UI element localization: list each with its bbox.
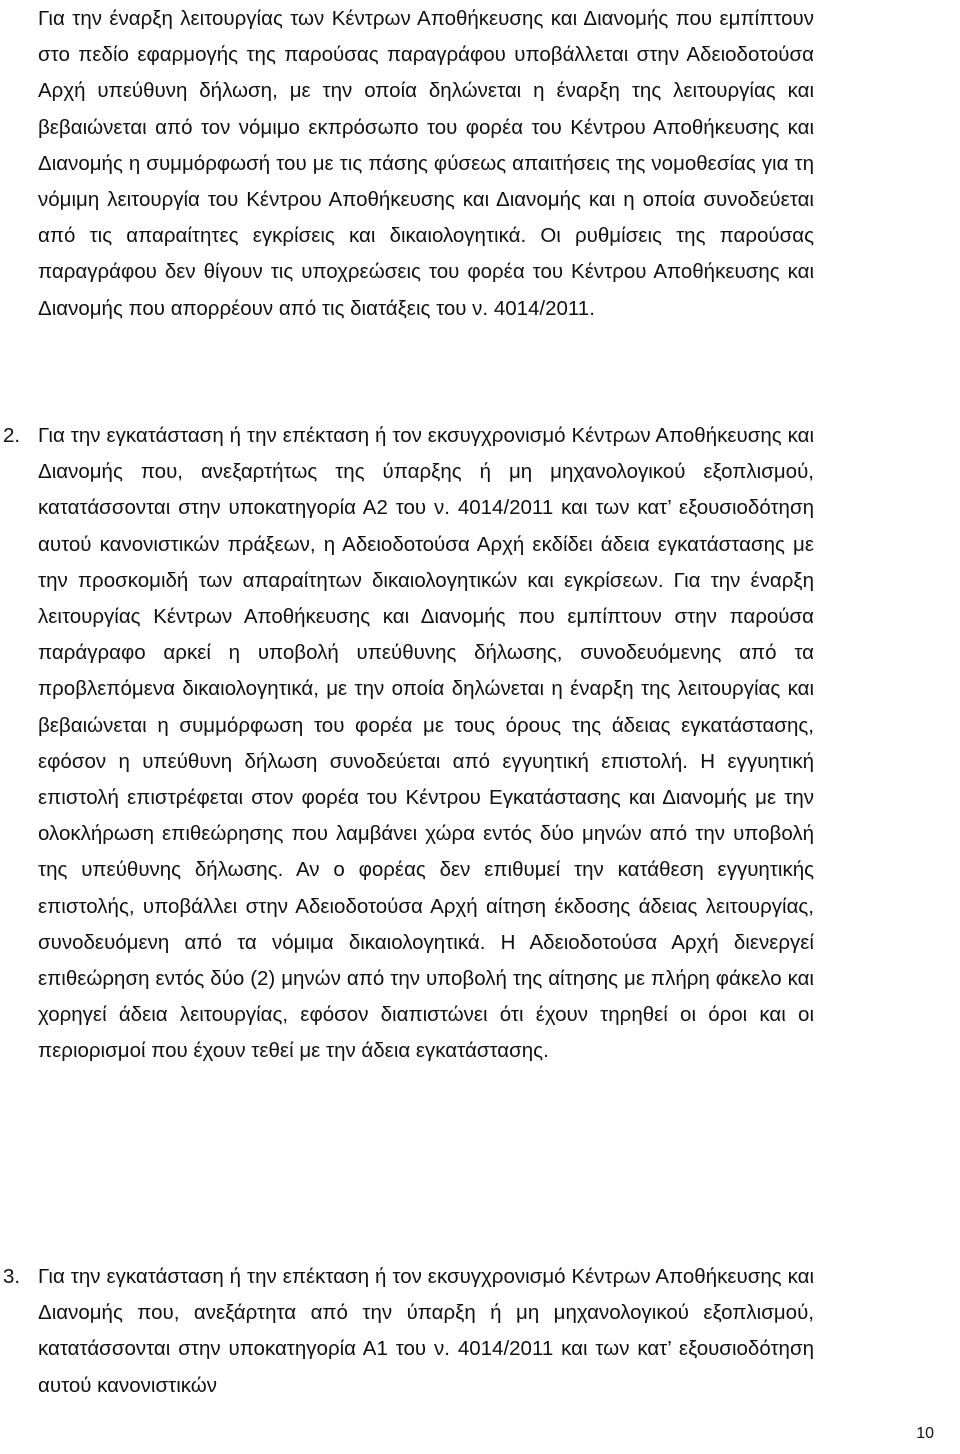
list-item-3 bbox=[0, 1259, 814, 1404]
item-number: 2. bbox=[3, 424, 21, 447]
list-item-2 bbox=[0, 418, 814, 1070]
paragraph-opening: Για την έναρξη λειτουργίας των Κέντρων Αποθήκευσης και Διανομής που εμπίπτουν στο πεδίο εφαρμογής της παρούσας παραγράφου υποβάλλεται στην Αδειοδοτούσα Αρχή υπεύθυνη δήλωση, με την οποία δηλώνεται η έναρξη της λειτουργίας και βεβαιώνεται από τον νόμιμο εκπρόσωπο του φορέα του Κέντρου Αποθήκευσης και Διανομής η συμμόρφωσή του με τις πάσης φύσεως απαιτήσεις της νομοθεσίας για τη νόμιμη λειτουργία του Κέντρου Αποθήκευσης και Διανομής και η οποία συνοδεύεται από τις απαραίτητες εγκρίσεις και δικαιολογητικά. Οι ρυθμίσεις της παρούσας παραγράφου δεν θίγουν τις υποχρεώσεις του φορέα του Κέντρου Αποθήκευσης και Διανομής που απορρέουν από τις διατάξεις του ν. 4014/2011. bbox=[38, 7, 814, 320]
item-text: Για την εγκατάσταση ή την επέκταση ή τον εκσυγχρονισμό Κέντρων Αποθήκευσης και Διανομής που, ανεξαρτήτως της ύπαρξης ή μη μηχανολογικού εξοπλισμού, κατατάσσονται στην υποκατηγορία Α2 του ν. 4014/2011 και των κατ’ εξουσιοδότηση αυτού κανονιστικών πράξεων, η Αδειοδοτούσα Αρχή εκδίδει άδεια εγκατάστασης με την προσκομιδή των απαραίτητων δικαιολογητικών και εγκρίσεων. Για την έναρξη λειτουργίας Κέντρων Αποθήκευσης και Διανομής που εμπίπτουν στην παρούσα παράγραφο αρκεί η υποβολή υπεύθυνης δήλωσης, συνοδευόμενης από τα προβλεπόμενα δικαιολογητικά, με την οποία δηλώνεται η έναρξη της λειτουργίας και βεβαιώνεται η συμμόρφωση του φορέα με τους όρους της άδειας εγκατάστασης, εφόσον η υπεύθυνη δήλωση συνοδεύεται από εγγυητική επιστολή. Η εγγυητική επιστολή επιστρέφεται στον φορέα του Κέντρου Εγκατάστασης και Διανομής με την ολοκλήρωση επιθεώρησης που λαμβάνει χώρα εντός δύο μηνών από την υποβολή της υπεύθυνης δήλωσης. Αν ο φορέας δεν επιθυμεί την κατάθεση εγγυητικής επιστολής, υποβάλλει στην Αδειοδοτούσα Αρχή αίτηση έκδοσης άδειας λειτουργίας, συνοδευόμενη από τα νόμιμα δικαιολογητικά. Η Αδειοδοτούσα Αρχή διενεργεί επιθεώρηση εντός δύο (2) μηνών από την υποβολή της αίτησης με πλήρη φάκελο και χορηγεί άδεια λειτουργίας, εφόσον διαπιστώνει ότι έχουν τηρηθεί οι όροι και οι περιορισμοί που έχουν τεθεί με την άδεια εγκατάστασης. bbox=[38, 424, 814, 1063]
item-text: Για την εγκατάσταση ή την επέκταση ή τον εκσυγχρονισμό Κέντρων Αποθήκευσης και Διανομής που, ανεξάρτητα από την ύπαρξη ή μη μηχανολογικού εξοπλισμού, κατατάσσονται στην υποκατηγορία Α1 του ν. 4014/2011 και των κατ’ εξουσιοδότηση αυτού κανονιστικών bbox=[38, 1265, 814, 1397]
page-number: 10 bbox=[916, 1425, 934, 1442]
item-number: 3. bbox=[3, 1265, 21, 1288]
